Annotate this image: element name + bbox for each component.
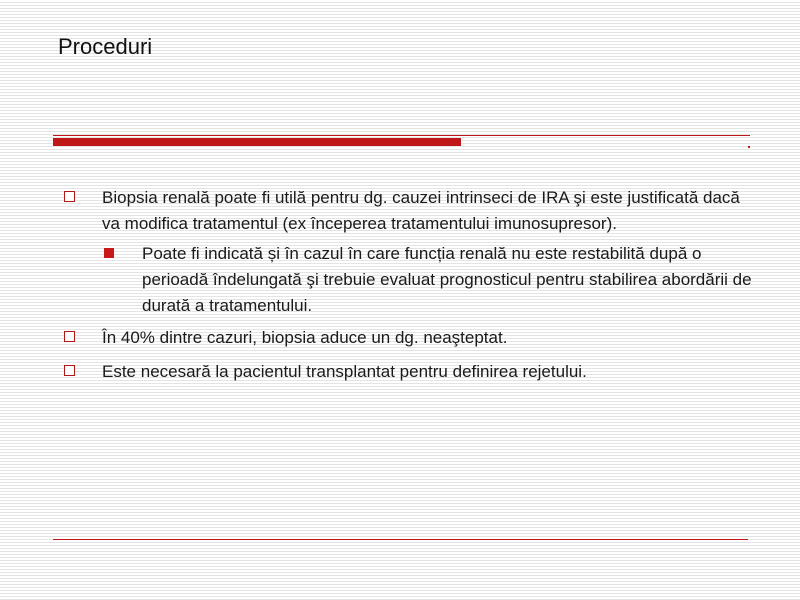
bullet-text: Biopsia renală poate fi utilă pentru dg. cauzei intrinseci de IRA şi este justificată dacă va modifica tratamentul (ex începerea tratamentului imunosupresor). <box>102 188 740 233</box>
title-divider-thick <box>53 138 461 146</box>
hollow-square-bullet-icon <box>64 331 75 342</box>
bullet-list <box>62 185 752 393</box>
slide-title: Proceduri <box>58 34 153 59</box>
title-divider-thin <box>53 135 750 136</box>
bullet-text: În 40% dintre cazuri, biopsia aduce un dg. neaşteptat. <box>102 328 508 347</box>
divider-tick <box>748 146 750 148</box>
bullet-item-unexpected-diagnosis <box>62 325 752 351</box>
solid-square-bullet-icon <box>104 248 114 258</box>
hollow-square-bullet-icon <box>64 365 75 376</box>
bullet-text: Este necesară la pacientul transplantat pentru definirea rejetului. <box>102 362 587 381</box>
bullet-item-transplant <box>62 359 752 385</box>
footer-divider <box>53 539 748 540</box>
hollow-square-bullet-icon <box>64 191 75 202</box>
bullet-text: Poate fi indicată și în cazul în care funcția renală nu este restabilită după o perioadă îndelungată şi trebuie evaluat prognosticul pentru stabilirea abordării de durată a tratamentului. <box>142 244 752 315</box>
sub-bullet-item-indication <box>102 241 752 319</box>
bullet-item-biopsy <box>62 185 752 237</box>
